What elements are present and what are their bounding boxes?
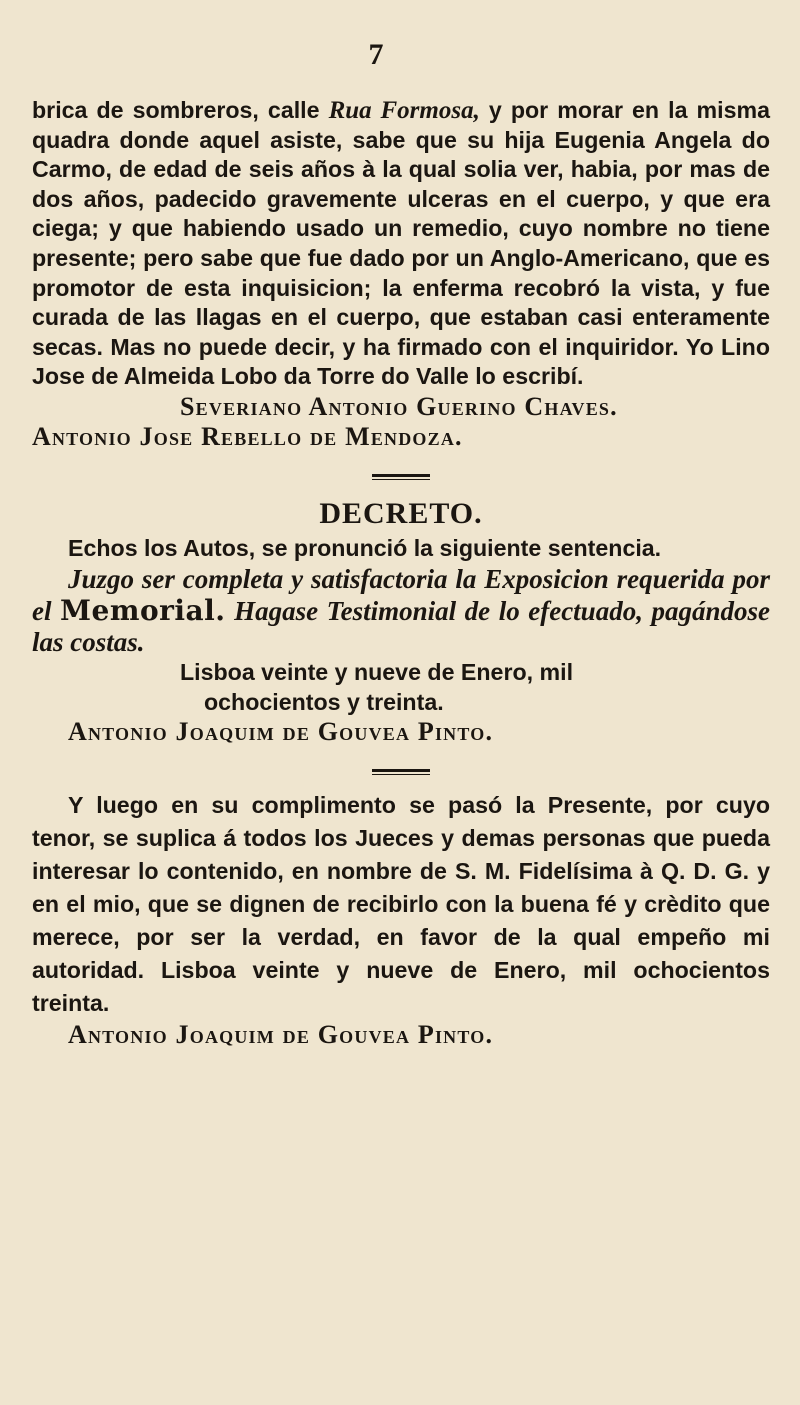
- decreto-heading: DECRETO.: [319, 496, 483, 530]
- divider-1: [32, 452, 770, 494]
- signature-gouvea-1: Antonio Joaquim de Gouvea Pinto.: [68, 717, 494, 747]
- date-block: [32, 658, 770, 717]
- signature-gouvea-2: Antonio Joaquim de Gouvea Pinto.: [68, 1020, 494, 1050]
- testimony-paragraph: [32, 96, 770, 392]
- sentence-text-end: Hagase Testimonial de lo efectuado, pagándose las costas.: [32, 595, 770, 657]
- divider-2: [32, 747, 770, 789]
- divider-rule: [372, 474, 430, 480]
- decreto-intro: Echos los Autos, se pronunció la siguiente sentencia.: [68, 534, 662, 561]
- signature-severiano: Severiano Antonio Guerino Chaves.: [180, 391, 618, 421]
- signature-antonio-jose: Antonio Jose Rebello de Mendoza.: [32, 421, 463, 451]
- testimony-text-start: brica de sombreros, calle: [32, 97, 329, 123]
- page-number: 7: [368, 38, 384, 71]
- closing-paragraph: Y luego en su complimento se pasó la Presente, por cuyo tenor, se suplica á todos los Jueces y demas personas que pueda interesar lo contenido, en nombre de S. M. Fidelísima à Q. D. G. y en el mio, que se dignen de recibirlo con la buena fé y crèdito que merece, por ser la verdad, en favor de la qual empeño mi autoridad. Lisboa veinte y nueve de Enero, mil ochocientos treinta.: [32, 792, 770, 1017]
- divider-rule: [372, 769, 430, 775]
- testimony-text-rest: y por morar en la misma quadra donde aquel asiste, sabe que su hija Eugenia Angela do Carmo, de edad de seis años à la qual solia ver, habia, por mas de dos años, padecido gravemente ulceras en el cuerpo, y que era ciega; y que habiendo usado un remedio, cuyo nombre no tiene presente; pero sabe que fue dado por un Anglo-Americano, que es promotor de esta inquisicion; la enferma recobró la vista, y fue curada de las llagas en el cuerpo, que estaban casi enteramente secas. Mas no puede decir, y ha firmado con el inquiridor. Yo Lino Jose de Almeida Lobo da Torre do Valle lo escribí.: [32, 97, 770, 390]
- date-line-1: Lisboa veinte y nueve de Enero, mil: [180, 659, 574, 686]
- sentence-text-start: Juzgo ser completa y satisfactoria la Exposicion requerida por el: [32, 563, 770, 626]
- body-text: [32, 96, 770, 1050]
- street-name: Rua Formosa,: [328, 97, 480, 124]
- sentence-paragraph: [32, 564, 770, 659]
- memorial-word: Memorial.: [60, 593, 226, 627]
- date-line-2: ochocientos y treinta.: [204, 688, 444, 715]
